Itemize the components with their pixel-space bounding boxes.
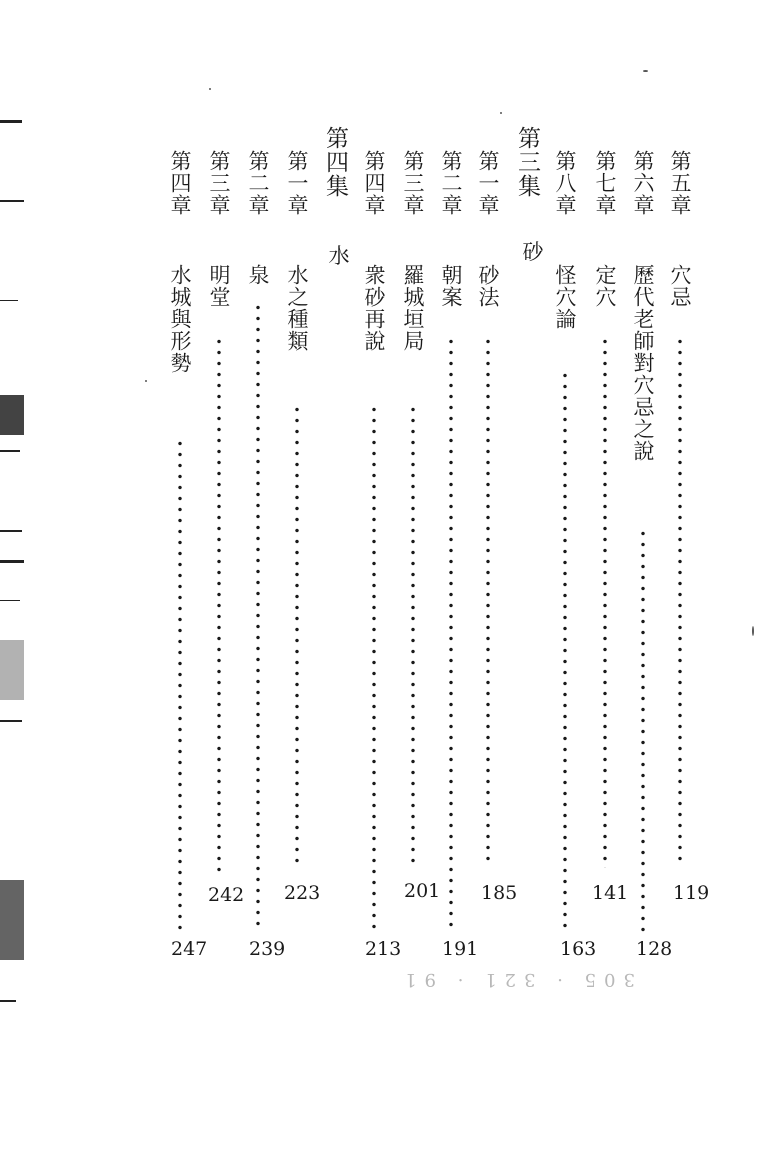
dot-leader — [449, 336, 453, 932]
part-label: 第四集 — [322, 126, 348, 198]
chapter-title: 羅城垣局 — [401, 264, 425, 352]
page-number: 247 — [171, 938, 208, 960]
chapter-title: 定穴 — [593, 264, 617, 308]
toc-entry[interactable] — [241, 0, 286, 1000]
chapter-label: 第三章 — [207, 150, 231, 216]
part-name: 水 — [328, 244, 350, 268]
scan-speck — [643, 70, 648, 72]
chapter-title: 水之種類 — [285, 264, 309, 352]
chapter-title: 砂法 — [476, 264, 500, 308]
dot-leader — [411, 404, 415, 866]
chapter-label: 第三章 — [401, 150, 425, 216]
dot-leader — [603, 336, 607, 868]
dot-leader — [678, 336, 682, 864]
toc-entry[interactable] — [163, 0, 208, 1000]
chapter-label: 第七章 — [593, 150, 617, 216]
page-number: 185 — [481, 882, 518, 904]
chapter-title: 水城與形勢 — [168, 264, 192, 374]
chapter-label: 第一章 — [285, 150, 309, 216]
page-number: 239 — [249, 938, 286, 960]
toc-entry[interactable] — [280, 0, 321, 1000]
toc-entry[interactable] — [396, 0, 441, 1000]
chapter-label: 第八章 — [553, 150, 577, 216]
chapter-label: 第一章 — [476, 150, 500, 216]
chapter-title: 歷代老師對穴忌之說 — [631, 264, 655, 462]
toc-entry[interactable] — [202, 0, 245, 1000]
page-number: 141 — [592, 882, 629, 904]
chapter-label: 第二章 — [439, 150, 463, 216]
page-number: 163 — [560, 938, 597, 960]
chapter-label: 第四章 — [362, 150, 386, 216]
page-number: 242 — [208, 884, 245, 906]
scan-speck — [209, 88, 211, 90]
chapter-label: 第二章 — [246, 150, 270, 216]
scan-speck — [500, 112, 502, 114]
toc-entry[interactable] — [471, 0, 518, 1000]
chapter-label: 第五章 — [668, 150, 692, 216]
chapter-title: 衆砂再說 — [362, 264, 386, 352]
toc-entry[interactable] — [548, 0, 597, 1000]
scan-speck — [145, 380, 147, 382]
part-heading-3 — [510, 0, 544, 1000]
chapter-title: 怪穴論 — [553, 264, 577, 330]
page-number: 213 — [365, 938, 402, 960]
page-number: 223 — [284, 882, 321, 904]
page-number: 191 — [442, 938, 479, 960]
part-label: 第三集 — [514, 126, 540, 198]
ideographic-comma: 、 — [343, 240, 361, 261]
page-number: 128 — [636, 938, 673, 960]
chapter-title: 朝案 — [439, 264, 463, 308]
dot-leader — [295, 404, 299, 868]
dot-leader — [372, 404, 376, 934]
dot-leader — [641, 528, 645, 932]
page-number: 201 — [404, 880, 441, 902]
page-number: 119 — [673, 882, 710, 904]
dot-leader — [563, 370, 567, 932]
toc-entry[interactable] — [663, 0, 710, 1000]
dot-leader — [178, 438, 182, 934]
toc-entry[interactable] — [626, 0, 673, 1000]
toc-entry[interactable] — [357, 0, 402, 1000]
part-name: 砂 — [522, 240, 544, 264]
scan-binding-edge — [0, 0, 26, 1166]
part-heading-4 — [318, 0, 352, 1000]
chapter-title: 穴忌 — [668, 264, 692, 308]
scan-speck — [752, 626, 754, 636]
dot-leader — [256, 302, 260, 932]
chapter-label: 第六章 — [631, 150, 655, 216]
toc-entry[interactable] — [434, 0, 479, 1000]
dot-leader — [217, 336, 221, 874]
bleed-through-text: 305 · 321 · 91 — [397, 969, 635, 990]
chapter-label: 第四章 — [168, 150, 192, 216]
dot-leader — [486, 336, 490, 864]
chapter-title: 明堂 — [207, 264, 231, 308]
toc-entry[interactable] — [588, 0, 629, 1000]
chapter-title: 泉 — [246, 264, 270, 286]
